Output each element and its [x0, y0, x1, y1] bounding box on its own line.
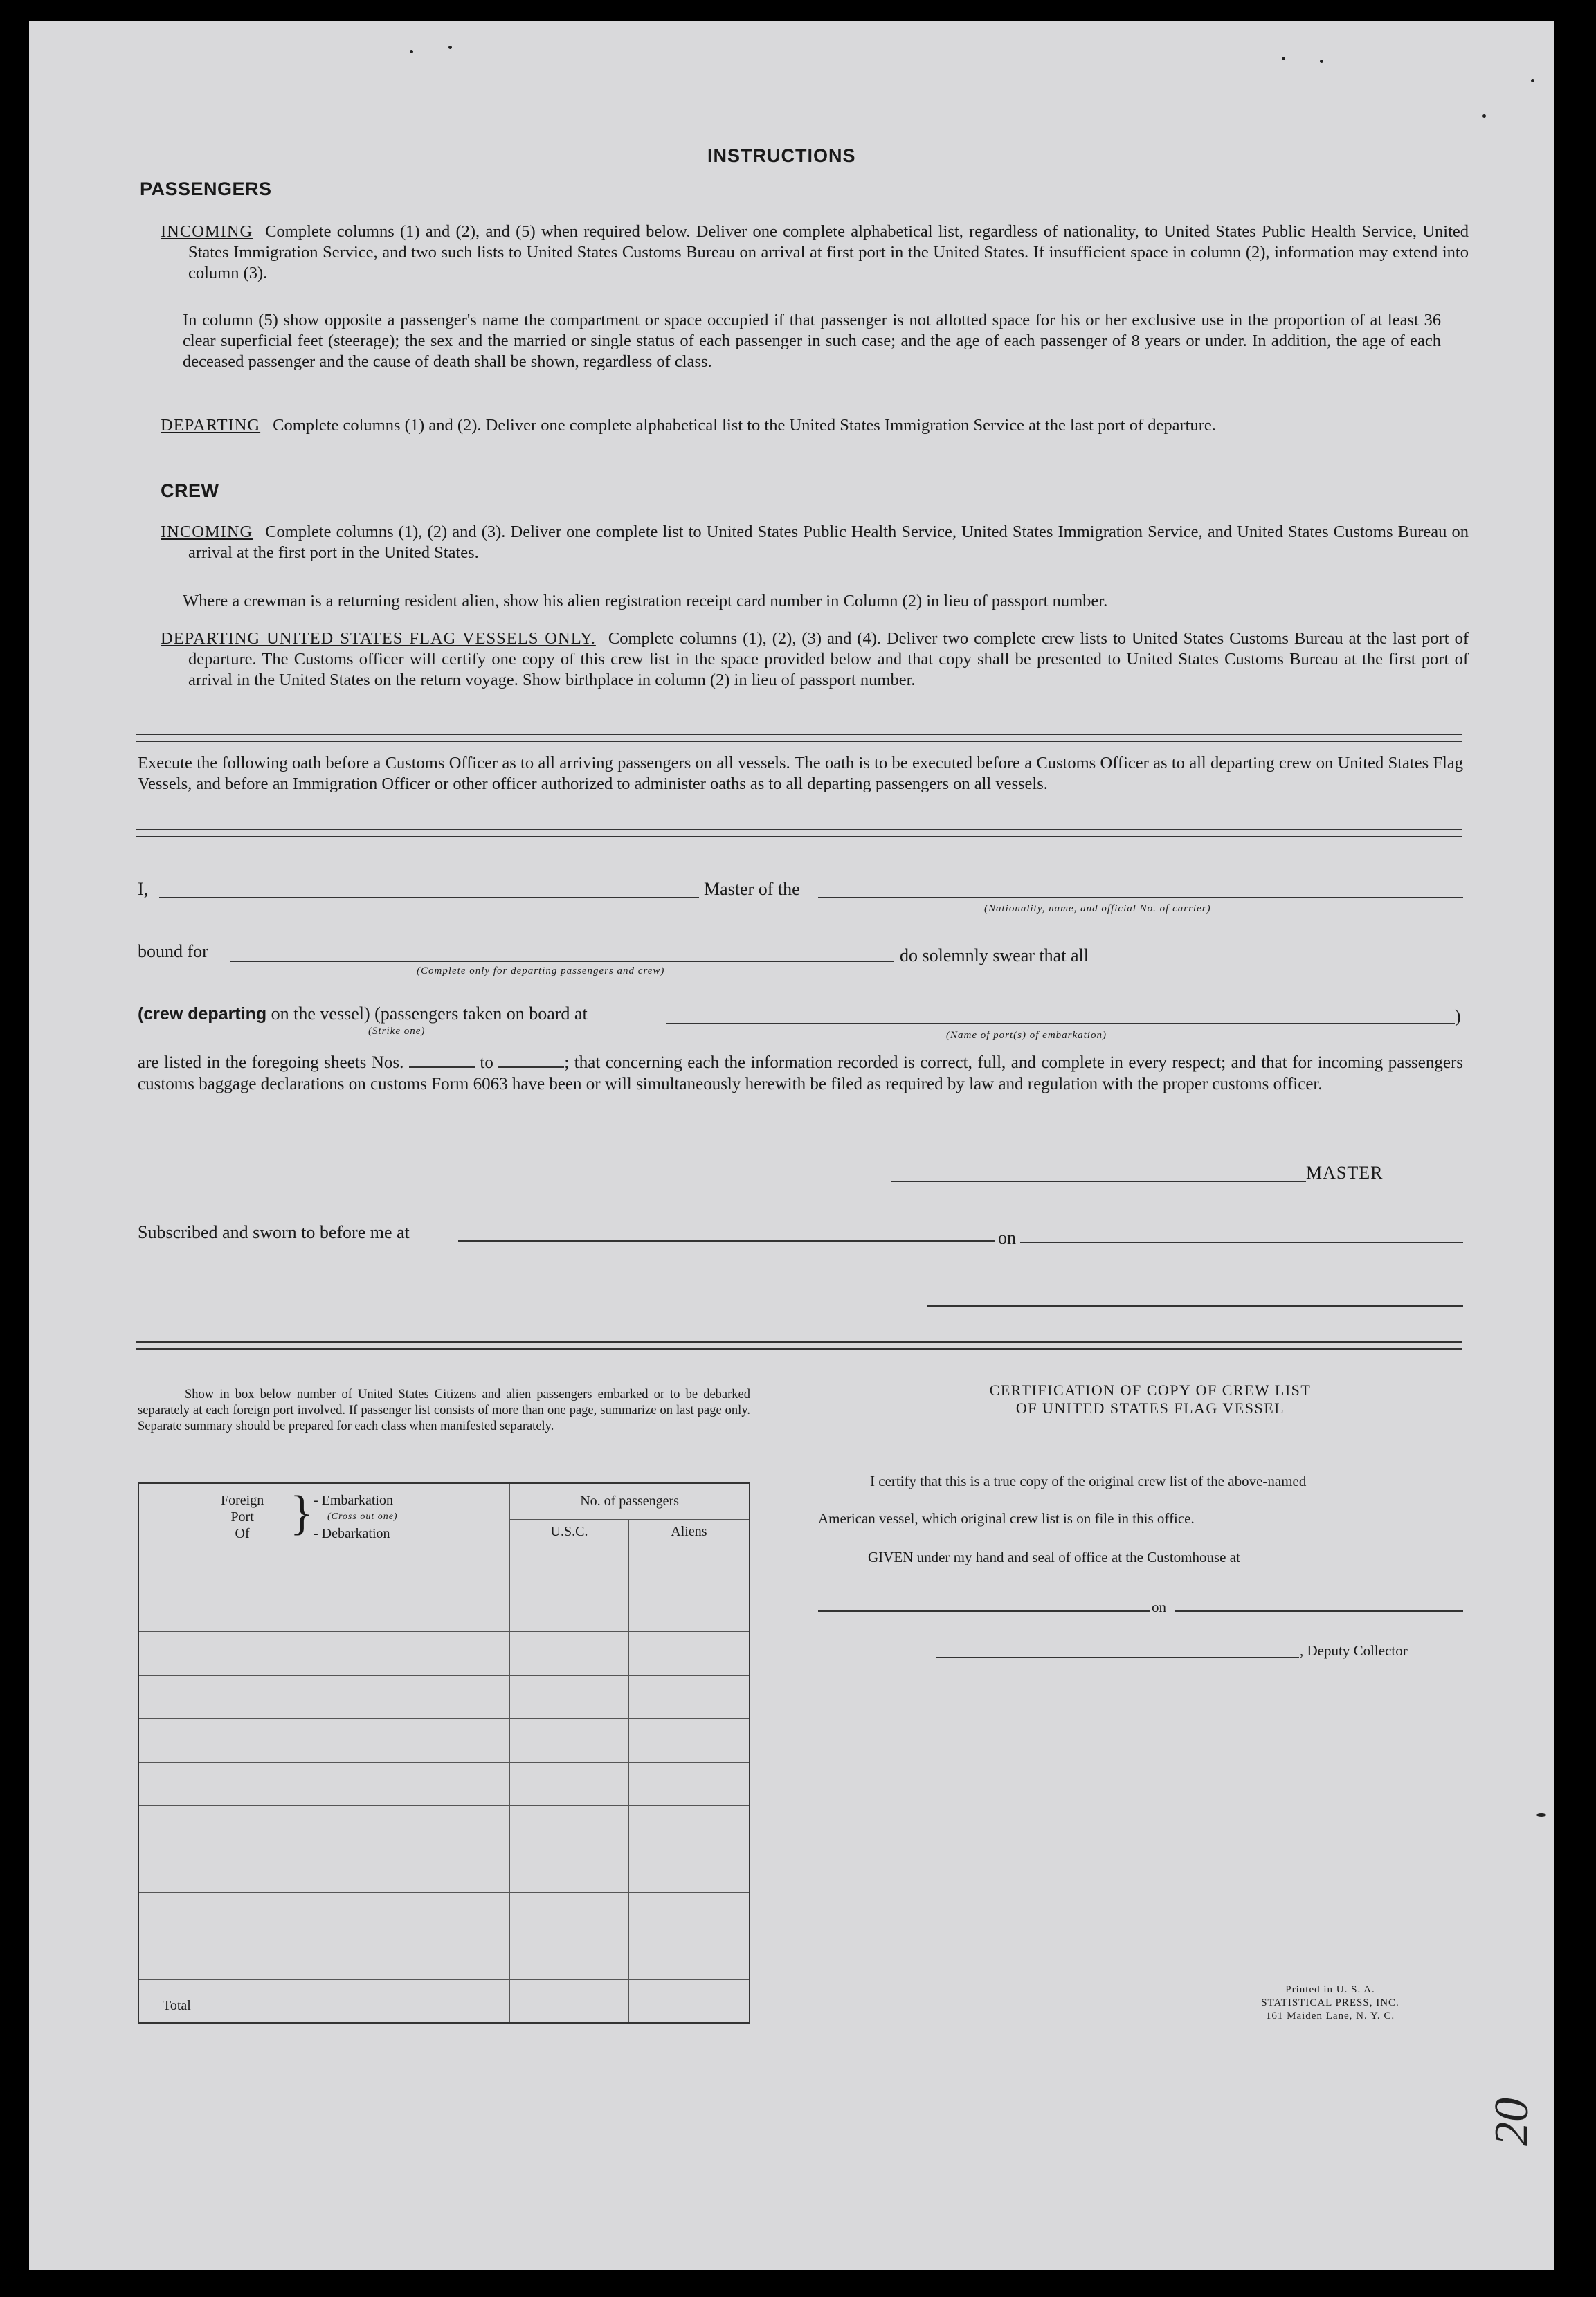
crew-departing-option: (crew departing — [138, 1004, 267, 1024]
subscribed-label: Subscribed and sworn to before me at — [138, 1222, 410, 1242]
ports-summary-table — [138, 1482, 750, 2024]
port-cell[interactable] — [138, 1588, 510, 1632]
port-cell[interactable] — [138, 1632, 510, 1676]
form-page — [29, 21, 1554, 2270]
foreign-label: Foreign — [221, 1493, 264, 1508]
aliens-cell[interactable] — [628, 1588, 750, 1632]
port-cell[interactable] — [138, 1718, 510, 1762]
port-cell[interactable] — [138, 1849, 510, 1893]
table-row — [138, 1588, 750, 1632]
subscribed-date-field[interactable] — [1020, 1242, 1463, 1243]
passengers-departing-lead: DEPARTING — [161, 416, 261, 435]
scan-speck — [1282, 57, 1285, 60]
certification-title — [853, 1381, 1448, 1417]
master-label: MASTER — [1306, 1163, 1384, 1183]
i-label: I, — [138, 879, 149, 899]
debarkation-option[interactable]: - Debarkation — [314, 1526, 390, 1541]
page-title: INSTRUCTIONS — [707, 145, 856, 166]
aliens-cell[interactable] — [628, 1936, 750, 1979]
port-cell[interactable] — [138, 1676, 510, 1719]
printer-line1: Printed in U. S. A. — [1285, 1984, 1375, 1995]
sheet-from-field[interactable] — [409, 1066, 475, 1068]
deputy-signature-field[interactable] — [936, 1657, 1299, 1658]
cross-out-hint: (Cross out one) — [327, 1511, 398, 1522]
deputy-collector-label: , Deputy Collector — [1300, 1642, 1408, 1659]
port-cell[interactable] — [138, 1936, 510, 1979]
total-row — [138, 1979, 750, 2023]
crew-departing-us-flag — [161, 628, 1469, 691]
certification-title-line2: OF UNITED STATES FLAG VESSEL — [1015, 1399, 1285, 1417]
table-row — [138, 1676, 750, 1719]
scan-speck — [448, 46, 452, 49]
swear-text: do solemnly swear that all — [900, 945, 1089, 965]
scan-speck — [1320, 60, 1323, 63]
strike-choice — [138, 1004, 588, 1024]
handwritten-page-number: 20 — [1485, 2098, 1539, 2146]
table-row — [138, 1936, 750, 1979]
box-instructions: Show in box below number of United States Citizens and alien passengers embarked or to be debarked separately at each foreign port involved. If passenger list consists of more than one page, summarize on last page only. Separate summary should be prepared for each class when manifested separately. — [138, 1388, 750, 1433]
certify-line2: American vessel, which original crew list is on file in this office. — [818, 1510, 1195, 1527]
embarkation-option[interactable]: - Embarkation — [314, 1493, 393, 1508]
passengers-incoming-text: Complete columns (1) and (2), and (5) when required below. Deliver one complete alphabetical list, regardless of nationality, to United States Public Health Service, United States Immigration Service, and two such lists to United States Customs Bureau on arrival at first port in the United States. If insufficient space in column (2), information may extend into column (3). — [188, 222, 1469, 282]
crew-crewman-note: Where a crewman is a returning resident alien, show his alien registration receipt card number in Column (2) in lieu of passport number. — [183, 592, 1108, 610]
bound-for-hint: (Complete only for departing passengers and crew) — [417, 965, 665, 977]
passengers-departing-text: Complete columns (1) and (2). Deliver one complete alphabetical list to the United States Immigration Service at the last port of departure. — [273, 416, 1216, 435]
usc-cell[interactable] — [510, 1588, 629, 1632]
port-cell[interactable] — [138, 1893, 510, 1936]
master-name-field[interactable] — [159, 897, 699, 898]
listed-statement — [138, 1052, 1463, 1095]
bound-for-label: bound for — [138, 941, 208, 961]
printer-imprint — [1226, 1983, 1434, 2023]
oath-intro: Execute the following oath before a Customs Officer as to all arriving passengers on all vessels. The oath is to be executed before a Customs Officer as to all departing crew on United States Flag Vessels, and before an Immigration Officer or other officer authorized to administer oaths as to all departing passengers on all vessels. — [138, 754, 1463, 793]
scan-speck — [1482, 114, 1486, 118]
port-cell[interactable] — [138, 1545, 510, 1588]
on-the-vessel-text: on the vessel) — [271, 1004, 370, 1024]
usc-cell[interactable] — [510, 1893, 629, 1936]
table-row — [138, 1545, 750, 1588]
table-row — [138, 1762, 750, 1806]
aliens-cell[interactable] — [628, 1676, 750, 1719]
subscribed-on-label: on — [998, 1228, 1016, 1248]
usc-cell[interactable] — [510, 1849, 629, 1893]
of-label: Of — [235, 1526, 250, 1541]
usc-cell[interactable] — [510, 1718, 629, 1762]
usc-cell[interactable] — [510, 1632, 629, 1676]
subscribed-place-field[interactable] — [458, 1240, 995, 1242]
crew-heading: CREW — [161, 480, 219, 501]
usc-total-cell[interactable] — [510, 1979, 629, 2023]
no-passengers-header: No. of passengers — [510, 1483, 750, 1520]
table-row — [138, 1806, 750, 1849]
listed-to: to — [480, 1053, 493, 1072]
total-label: Total — [138, 1979, 510, 2023]
officer-signature-field[interactable] — [927, 1305, 1463, 1307]
crew-incoming-lead: INCOMING — [161, 523, 253, 541]
passengers-taken-option: (passengers taken on board at — [374, 1004, 588, 1024]
port-cell[interactable] — [138, 1762, 510, 1806]
crew-incoming — [161, 522, 1469, 563]
crew-incoming-text: Complete columns (1), (2) and (3). Deliver one complete list to United States Public Health Service, United States Immigration Service, and United States Customs Bureau on arrival at the first port in the United States. — [188, 523, 1469, 562]
usc-cell[interactable] — [510, 1806, 629, 1849]
master-of-the-label: Master of the — [704, 879, 800, 899]
table-row — [138, 1849, 750, 1893]
aliens-cell[interactable] — [628, 1849, 750, 1893]
port-cell[interactable] — [138, 1806, 510, 1849]
cert-on-label: on — [1152, 1599, 1166, 1615]
crew-departing-lead: DEPARTING UNITED STATES FLAG VESSELS ONLY. — [161, 629, 596, 648]
usc-cell[interactable] — [510, 1936, 629, 1979]
aliens-cell[interactable] — [628, 1893, 750, 1936]
master-signature-field[interactable] — [891, 1181, 1306, 1182]
passengers-heading: PASSENGERS — [140, 179, 272, 199]
scan-speck — [1536, 1813, 1546, 1817]
carrier-hint: (Nationality, name, and official No. of carrier) — [984, 903, 1211, 914]
passengers-departing — [161, 415, 1469, 436]
usc-cell[interactable] — [510, 1676, 629, 1719]
aliens-cell[interactable] — [628, 1718, 750, 1762]
listed-text-1: are listed in the foregoing sheets Nos. — [138, 1053, 404, 1072]
cert-date-field[interactable] — [1175, 1610, 1463, 1612]
certification-title-line1: CERTIFICATION OF COPY OF CREW LIST — [989, 1381, 1312, 1399]
aliens-cell[interactable] — [628, 1545, 750, 1588]
brace-icon: } — [290, 1487, 314, 1540]
scan-speck — [410, 50, 413, 53]
usc-cell[interactable] — [510, 1545, 629, 1588]
listed-text-2: ; that concerning each the information recorded is correct, full, and complete in every respect; and that for incoming passengers customs baggage declarations on customs Form 6063 have been or will simultaneously herewith be filed as required by law and regulation with the proper customs officer. — [138, 1053, 1464, 1093]
close-paren: ) — [1455, 1006, 1461, 1026]
sheet-to-field[interactable] — [498, 1066, 564, 1068]
section-divider — [136, 734, 1462, 742]
table-row — [138, 1632, 750, 1676]
section-divider — [136, 829, 1462, 837]
aliens-cell[interactable] — [628, 1632, 750, 1676]
printer-line3: 161 Maiden Lane, N. Y. C. — [1265, 2010, 1395, 2022]
passengers-column5-note: In column (5) show opposite a passenger's name the compartment or space occupied if that passenger is not allotted space for his or her exclusive use in the proportion of at least 36 clear superficial feet (steerage); the sex and the married or single status of each passenger in such case; and the age of each passenger of 8 years or under. In addition, the age of each deceased passenger and the cause of death shall be shown, regardless of class. — [183, 311, 1441, 371]
strike-one-hint: (Strike one) — [368, 1026, 426, 1037]
carrier-field[interactable] — [818, 897, 1463, 898]
crew-departing-text: Complete columns (1), (2), (3) and (4). Deliver two complete crew lists to United States Customs Bureau at the last port of departure. The Customs officer will certify one copy of this crew list in the space provided below and that copy shall be presented to United States Customs Bureau at the first port of arrival in the United States on the return voyage. Show birthplace in column (2) in lieu of passport number. — [188, 629, 1469, 689]
aliens-header: Aliens — [628, 1520, 750, 1545]
passengers-incoming-lead: INCOMING — [161, 222, 253, 241]
aliens-cell[interactable] — [628, 1762, 750, 1806]
embarkation-port-field[interactable] — [666, 1023, 1455, 1024]
table-row — [138, 1718, 750, 1762]
usc-header: U.S.C. — [510, 1520, 629, 1545]
given-line: GIVEN under my hand and seal of office at the Customhouse at — [868, 1549, 1240, 1565]
passengers-incoming — [161, 221, 1469, 284]
certify-line1: I certify that this is a true copy of the original crew list of the above-named — [870, 1473, 1307, 1489]
port-header-cell — [138, 1483, 510, 1545]
section-divider — [136, 1341, 1462, 1350]
foreign-port-label — [221, 1492, 264, 1542]
embark-debark-options — [314, 1492, 398, 1542]
customhouse-field[interactable] — [818, 1610, 1150, 1612]
port-label: Port — [230, 1509, 254, 1525]
printer-line2: STATISTICAL PRESS, INC. — [1261, 1997, 1399, 2008]
embarkation-hint: (Name of port(s) of embarkation) — [946, 1030, 1107, 1041]
scan-speck — [1531, 79, 1534, 82]
usc-cell[interactable] — [510, 1762, 629, 1806]
table-row — [138, 1893, 750, 1936]
bound-for-field[interactable] — [230, 961, 894, 962]
aliens-total-cell[interactable] — [628, 1979, 750, 2023]
aliens-cell[interactable] — [628, 1806, 750, 1849]
